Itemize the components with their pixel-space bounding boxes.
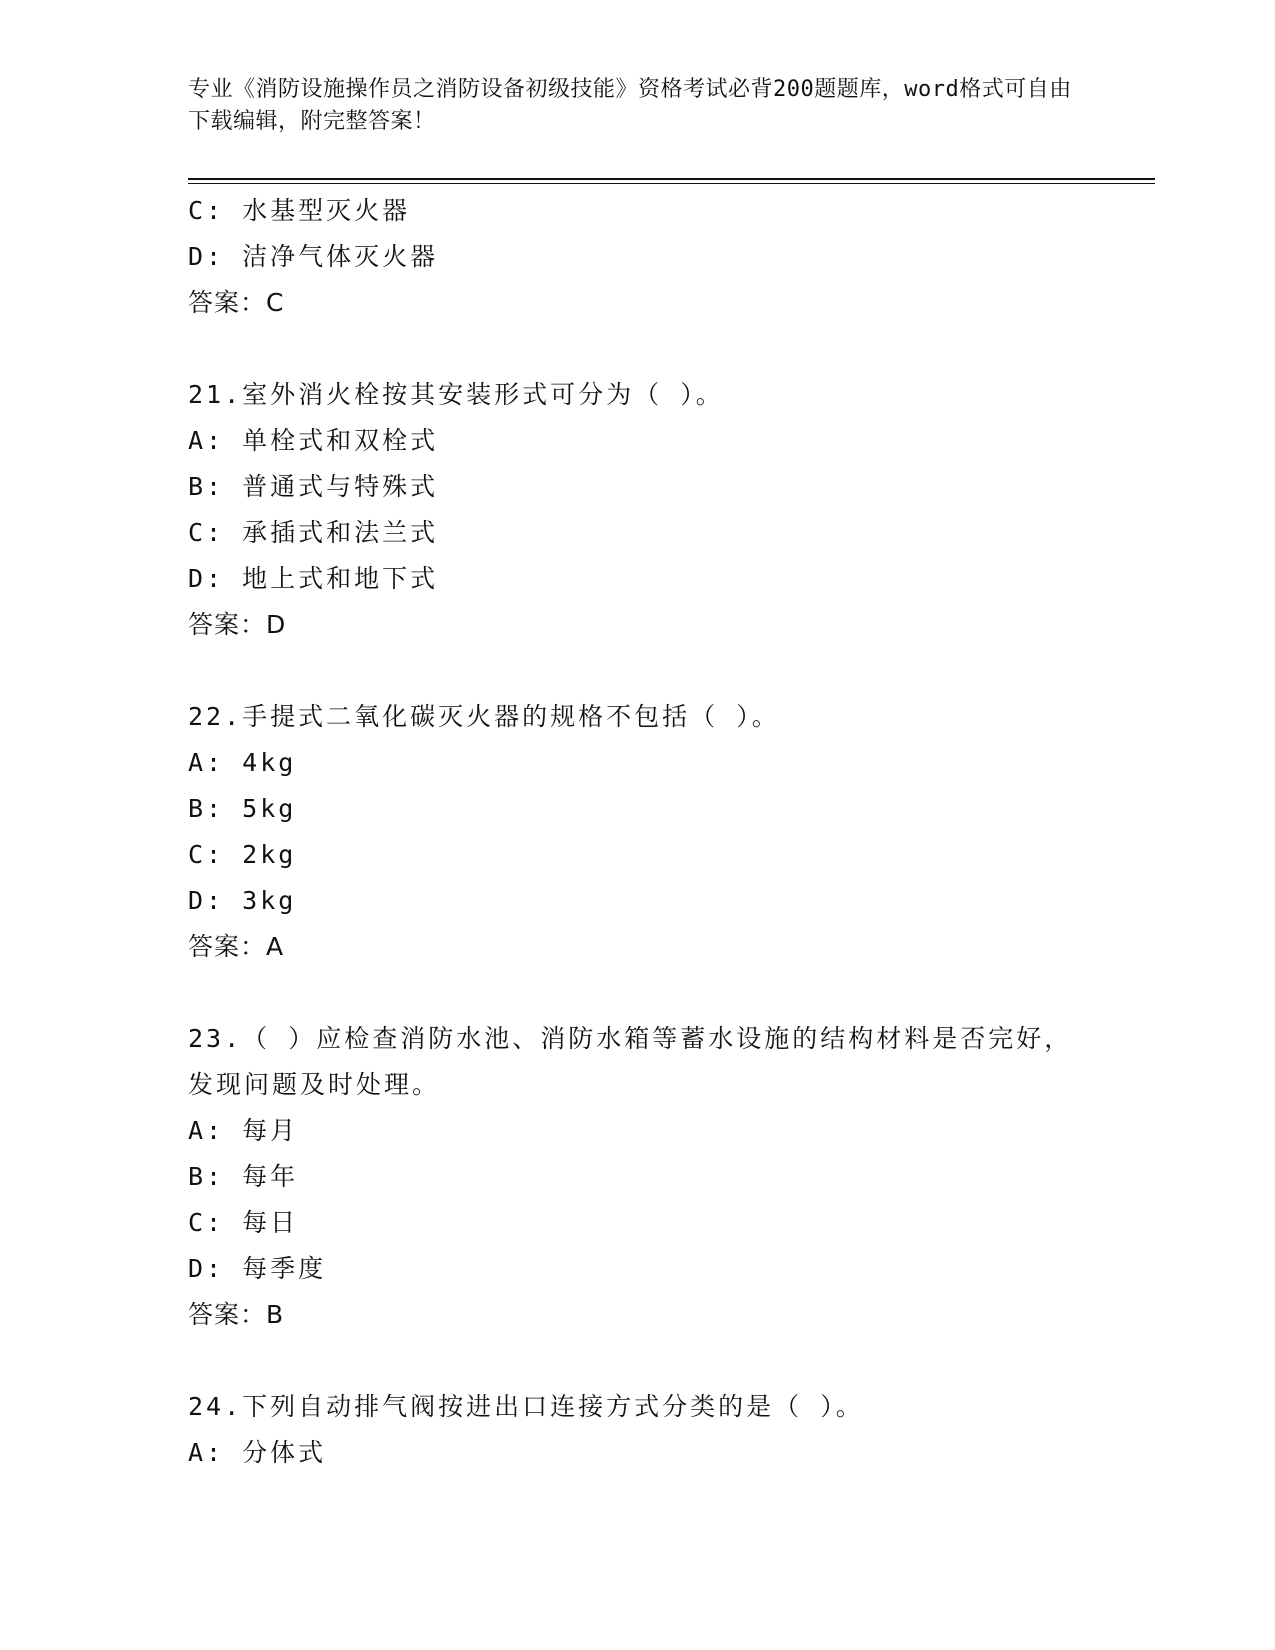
answer-line: 答案：B: [188, 1300, 285, 1329]
question-stem: 22.手提式二氧化碳灭火器的规格不包括（ ）。: [188, 702, 780, 731]
question-carryover: [188, 188, 1088, 326]
question-list: [188, 188, 1088, 1476]
question-23: [188, 1016, 1088, 1338]
option-d: D: 地上式和地下式: [188, 564, 439, 593]
question-stem: 24.下列自动排气阀按进出口连接方式分类的是（ ）。: [188, 1392, 864, 1421]
option-d: D: 洁净气体灭火器: [188, 242, 439, 271]
option-b: B: 5kg: [188, 794, 297, 823]
question-stem: 23.（ ）应检查消防水池、消防水箱等蓄水设施的结构材料是否完好，发现问题及时处理。: [188, 1024, 1073, 1099]
question-24: [188, 1384, 1088, 1476]
document-header: [188, 74, 1078, 138]
question-21: [188, 372, 1088, 648]
option-a: A: 单栓式和双栓式: [188, 426, 439, 455]
option-b: B: 每年: [188, 1162, 299, 1191]
option-d: D: 每季度: [188, 1254, 327, 1283]
answer-line: 答案：A: [188, 932, 285, 961]
header-divider-thick: [188, 178, 1155, 180]
question-stem: 21.室外消火栓按其安装形式可分为（ ）。: [188, 380, 724, 409]
option-b: B: 普通式与特殊式: [188, 472, 439, 501]
option-c: C: 水基型灭火器: [188, 196, 411, 225]
option-a: A: 4kg: [188, 748, 297, 777]
question-22: [188, 694, 1088, 970]
option-a: A: 每月: [188, 1116, 299, 1145]
option-d: D: 3kg: [188, 886, 297, 915]
header-divider-thin: [188, 183, 1155, 184]
answer-line: 答案：D: [188, 610, 287, 639]
option-c: C: 2kg: [188, 840, 297, 869]
answer-line: 答案：C: [188, 288, 285, 317]
option-a: A: 分体式: [188, 1438, 327, 1467]
option-c: C: 承插式和法兰式: [188, 518, 439, 547]
option-c: C: 每日: [188, 1208, 299, 1237]
header-text: 专业《消防设施操作员之消防设备初级技能》资格考试必背200题题库，word格式可自由下载编辑，附完整答案！: [188, 77, 1072, 134]
